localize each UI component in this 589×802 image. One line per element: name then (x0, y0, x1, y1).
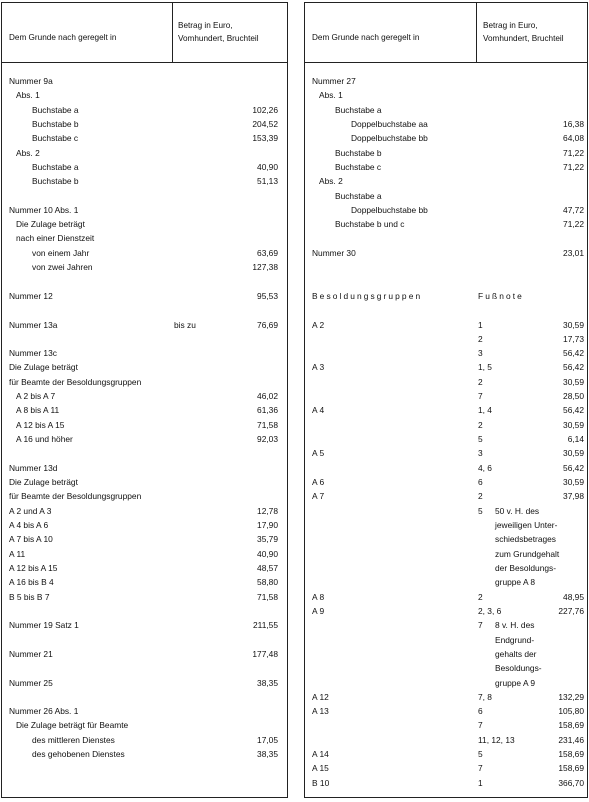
row-amount: 47,72 (563, 205, 584, 215)
row-amount: 153,39 (252, 133, 278, 143)
row-label: A 5 (312, 448, 325, 458)
row-label: für Beamte der Besoldungsgruppen (9, 377, 142, 387)
row-label: Doppelbuchstabe bb (351, 133, 428, 143)
row-amount: 56,42 (563, 463, 584, 473)
row-label: Buchstabe c (335, 162, 382, 172)
right-table-panel (304, 2, 588, 798)
row-amount: 17,90 (257, 520, 278, 530)
table-row (2, 676, 287, 690)
row-footnote-text: gehalts der (495, 649, 537, 659)
row-amount: 6,14 (567, 434, 584, 444)
table-row (305, 504, 587, 518)
row-label: Nummer 13a (9, 320, 58, 330)
row-footnote: 1, 4 (478, 405, 492, 415)
row-label: Nummer 9a (9, 76, 53, 86)
row-label: nach einer Dienstzeit (16, 233, 95, 243)
row-amount: 366,70 (558, 778, 584, 788)
row-footnote: 5 (478, 434, 483, 444)
row-amount: 127,38 (252, 262, 278, 272)
table-row (2, 389, 287, 403)
row-label: Nummer 13c (9, 348, 57, 358)
row-amount: 105,80 (558, 706, 584, 716)
row-label: A 2 bis A 7 (16, 391, 56, 401)
row-footnote: 6 (478, 706, 483, 716)
right-header-col2 (483, 19, 583, 45)
table-row (305, 704, 587, 718)
table-row (2, 432, 287, 446)
row-label: Nummer 30 (312, 248, 356, 258)
row-label: Nummer 25 (9, 678, 53, 688)
table-row (2, 231, 287, 245)
table-row (305, 432, 587, 446)
table-row (2, 246, 287, 260)
table-row (305, 160, 587, 174)
table-row (305, 661, 587, 675)
table-row (2, 575, 287, 589)
row-amount: 17,05 (257, 735, 278, 745)
table-row (305, 718, 587, 732)
row-label: A 6 (312, 477, 325, 487)
row-label: von zwei Jahren (32, 262, 93, 272)
table-row (305, 332, 587, 346)
table-row (305, 747, 587, 761)
row-amount: 56,42 (563, 405, 584, 415)
table-row (2, 418, 287, 432)
row-footnote: 2, 3, 6 (478, 606, 502, 616)
table-row (2, 475, 287, 489)
right-header-col2-line1: Betrag in Euro, (483, 21, 538, 30)
table-row (2, 146, 287, 160)
table-row (2, 733, 287, 747)
row-amount: 12,78 (257, 506, 278, 516)
table-row (2, 375, 287, 389)
right-header-col2-line2: Vomhundert, Bruchteil (483, 34, 564, 43)
table-row (305, 733, 587, 747)
table-row (305, 88, 587, 102)
table-row (2, 289, 287, 303)
row-footnote: 5 (478, 749, 483, 759)
row-label: Abs. 2 (319, 176, 343, 186)
table-row (2, 174, 287, 188)
row-footnote-text: schiedsbetrages (495, 534, 556, 544)
row-footnote: 6 (478, 477, 483, 487)
row-amount: 56,42 (563, 348, 584, 358)
table-row (305, 131, 587, 145)
row-label: B 10 (312, 778, 330, 788)
row-footnote: 2 (478, 592, 483, 602)
row-amount: 71,58 (257, 420, 278, 430)
row-label: Buchstabe a (32, 162, 79, 172)
row-amount: 40,90 (257, 549, 278, 559)
row-label: A 2 (312, 320, 325, 330)
row-footnote: 2 (478, 377, 483, 387)
table-row (305, 146, 587, 160)
table-row (305, 74, 587, 88)
row-footnote: 1, 5 (478, 362, 492, 372)
row-footnote: 7 (478, 720, 483, 730)
table-row (2, 117, 287, 131)
left-header-col2-line1: Betrag in Euro, (178, 21, 233, 30)
row-label: Buchstabe b und c (335, 219, 405, 229)
row-label: Buchstabe a (335, 191, 382, 201)
table-row (305, 174, 587, 188)
table-row (305, 618, 587, 632)
table-row (305, 761, 587, 775)
left-header-divider (172, 3, 173, 62)
row-label: Doppelbuchstabe aa (351, 119, 428, 129)
row-label: A 9 (312, 606, 325, 616)
row-label: Nummer 10 Abs. 1 (9, 205, 79, 215)
table-row (305, 676, 587, 690)
table-row (305, 561, 587, 575)
right-header-divider (476, 3, 477, 62)
table-row (305, 318, 587, 332)
row-footnote: 7 (478, 620, 483, 630)
right-table-header (305, 3, 587, 63)
row-label: für Beamte der Besoldungsgruppen (9, 491, 142, 501)
row-label: Buchstabe b (335, 148, 382, 158)
row-footnote-text: jeweiligen Unter- (495, 520, 558, 530)
table-row (2, 704, 287, 718)
row-amount: 40,90 (257, 162, 278, 172)
table-row (305, 446, 587, 460)
table-row (305, 189, 587, 203)
table-row (2, 217, 287, 231)
row-footnote: 7 (478, 391, 483, 401)
row-amount: 16,38 (563, 119, 584, 129)
row-label: A 4 (312, 405, 325, 415)
row-footnote-text: zum Grundgehalt (495, 549, 560, 559)
table-row (305, 418, 587, 432)
row-footnote: 2 (478, 334, 483, 344)
table-row (2, 260, 287, 274)
row-amount: 48,57 (257, 563, 278, 573)
row-footnote: 1 (478, 778, 483, 788)
right-header-col1: Dem Grunde nach geregelt in (312, 33, 420, 42)
row-label: A 16 und höher (16, 434, 73, 444)
table-row (305, 217, 587, 231)
row-amount: 132,29 (558, 692, 584, 702)
row-label: Nummer 21 (9, 649, 53, 659)
row-amount: 30,59 (563, 477, 584, 487)
row-footnote-text: 50 v. H. des (495, 506, 540, 516)
row-label: Abs. 1 (16, 90, 40, 100)
table-row (2, 360, 287, 374)
row-amount: 231,46 (558, 735, 584, 745)
row-amount: 71,22 (563, 162, 584, 172)
table-row (305, 475, 587, 489)
table-row (2, 131, 287, 145)
table-row (2, 561, 287, 575)
row-footnote-text: der Besoldungs- (495, 563, 556, 573)
table-row (2, 461, 287, 475)
row-label: Nummer 26 Abs. 1 (9, 706, 79, 716)
table-row (2, 532, 287, 546)
row-amount: 51,13 (257, 176, 278, 186)
row-amount: 37,98 (563, 491, 584, 501)
row-amount: 28,50 (563, 391, 584, 401)
table-row (2, 590, 287, 604)
row-label: Doppelbuchstabe bb (351, 205, 428, 215)
table-row (2, 618, 287, 632)
row-label: A 12 (312, 692, 329, 702)
row-label: A 7 bis A 10 (9, 534, 53, 544)
row-label: Nummer 27 (312, 76, 356, 86)
table-row (305, 489, 587, 503)
row-amount: 38,35 (257, 749, 278, 759)
row-amount: 23,01 (563, 248, 584, 258)
row-label: A 2 und A 3 (9, 506, 52, 516)
row-label: Die Zulage beträgt (16, 219, 85, 229)
table-row (305, 590, 587, 604)
row-label: Nummer 12 (9, 291, 53, 301)
table-row (305, 117, 587, 131)
row-amount: 35,79 (257, 534, 278, 544)
row-label: Buchstabe a (335, 105, 382, 115)
table-row (305, 203, 587, 217)
row-footnote: 7, 8 (478, 692, 492, 702)
row-footnote: 2 (478, 491, 483, 501)
table-row (305, 690, 587, 704)
table-row (2, 318, 287, 332)
row-label: A 12 bis A 15 (16, 420, 65, 430)
table-row (305, 360, 587, 374)
row-amount: 71,58 (257, 592, 278, 602)
row-footnote-text: gruppe A 8 (495, 577, 536, 587)
table-row (2, 203, 287, 217)
table-row (305, 403, 587, 417)
row-label: Nummer 13d (9, 463, 58, 473)
table-row (305, 346, 587, 360)
row-amount: 177,48 (252, 649, 278, 659)
table-row (2, 504, 287, 518)
row-label: Die Zulage beträgt (9, 362, 78, 372)
row-amount: 46,02 (257, 391, 278, 401)
row-amount: 211,55 (253, 620, 278, 630)
row-footnote-text: gruppe A 9 (495, 678, 536, 688)
row-footnote: 1 (478, 320, 483, 330)
row-label: A 15 (312, 763, 329, 773)
row-label: B 5 bis B 7 (9, 592, 50, 602)
row-label: von einem Jahr (32, 248, 90, 258)
table-row (2, 103, 287, 117)
left-header-col1: Dem Grunde nach geregelt in (9, 33, 117, 42)
row-amount: 38,35 (257, 678, 278, 688)
left-header-col2 (178, 19, 278, 45)
row-amount: 63,69 (257, 248, 278, 258)
row-label: A 4 bis A 6 (9, 520, 49, 530)
table-row (305, 389, 587, 403)
row-footnote: 2 (478, 420, 483, 430)
table-row (305, 575, 587, 589)
row-amount: 76,69 (257, 320, 278, 330)
row-label: des mittleren Dienstes (32, 735, 115, 745)
row-label: A 7 (312, 491, 325, 501)
row-footnote-text: Besoldungs- (495, 663, 542, 673)
row-amount: 71,22 (563, 219, 584, 229)
row-amount: 95,53 (257, 291, 278, 301)
table-row (305, 461, 587, 475)
row-label: Buchstabe c (32, 133, 79, 143)
left-table-panel (1, 2, 288, 798)
table-row (305, 532, 587, 546)
table-row (2, 747, 287, 761)
row-amount: 64,08 (563, 133, 584, 143)
row-amount: 71,22 (563, 148, 584, 158)
row-label: A 3 (312, 362, 325, 372)
table-row (305, 647, 587, 661)
row-qualifier: bis zu (174, 320, 196, 330)
row-amount: 17,73 (563, 334, 584, 344)
row-amount: 48,95 (563, 592, 584, 602)
table-row (2, 88, 287, 102)
row-label: A 8 bis A 11 (16, 405, 60, 415)
row-footnote: 5 (478, 506, 483, 516)
left-header-col2-line2: Vomhundert, Bruchteil (178, 34, 259, 43)
row-label: Die Zulage beträgt (9, 477, 78, 487)
row-footnote-text: Endgrund- (495, 635, 535, 645)
row-amount: 58,80 (257, 577, 278, 587)
row-label: A 11 (9, 549, 26, 559)
row-label: A 16 bis B 4 (9, 577, 54, 587)
row-amount: 92,03 (257, 434, 278, 444)
row-label: Buchstabe a (32, 105, 79, 115)
table-row (305, 375, 587, 389)
table-row (305, 289, 587, 303)
row-label: Nummer 19 Satz 1 (9, 620, 79, 630)
row-footnote-text: 8 v. H. des (495, 620, 535, 630)
row-amount: 158,69 (558, 720, 584, 730)
row-amount: 158,69 (558, 763, 584, 773)
row-footnote: 3 (478, 448, 483, 458)
table-row (2, 547, 287, 561)
table-row (2, 489, 287, 503)
row-label: Buchstabe b (32, 119, 79, 129)
table-row (305, 604, 587, 618)
table-row (305, 103, 587, 117)
table-row (2, 518, 287, 532)
row-footnote: 3 (478, 348, 483, 358)
left-table-header (2, 3, 287, 63)
row-amount: 227,76 (558, 606, 584, 616)
row-amount: 204,52 (252, 119, 278, 129)
table-row (2, 718, 287, 732)
row-label: A 12 bis A 15 (9, 563, 58, 573)
table-row (305, 776, 587, 790)
row-label: A 14 (312, 749, 329, 759)
row-label: A 8 (312, 592, 325, 602)
row-amount: 30,59 (563, 448, 584, 458)
row-label: Besoldungsgruppen (312, 291, 423, 301)
table-row (305, 246, 587, 260)
table-row (305, 547, 587, 561)
row-amount: 30,59 (563, 320, 584, 330)
row-amount: 56,42 (563, 362, 584, 372)
table-row (2, 160, 287, 174)
row-amount: 158,69 (558, 749, 584, 759)
row-amount: 30,59 (563, 377, 584, 387)
row-label: Abs. 2 (16, 148, 40, 158)
row-footnote: 11, 12, 13 (478, 735, 515, 745)
row-label: Buchstabe b (32, 176, 79, 186)
row-footnote: 4, 6 (478, 463, 492, 473)
row-amount: 102,26 (252, 105, 278, 115)
row-amount: 61,36 (257, 405, 278, 415)
table-row (2, 647, 287, 661)
row-amount: 30,59 (563, 420, 584, 430)
table-row (2, 74, 287, 88)
table-row (2, 346, 287, 360)
row-footnote: Fußnote (478, 291, 524, 301)
row-label: Die Zulage beträgt für Beamte (16, 720, 129, 730)
row-label: Abs. 1 (319, 90, 343, 100)
table-row (305, 518, 587, 532)
row-label: des gehobenen Dienstes (32, 749, 125, 759)
table-row (2, 403, 287, 417)
table-row (305, 633, 587, 647)
row-label: A 13 (312, 706, 329, 716)
row-footnote: 7 (478, 763, 483, 773)
